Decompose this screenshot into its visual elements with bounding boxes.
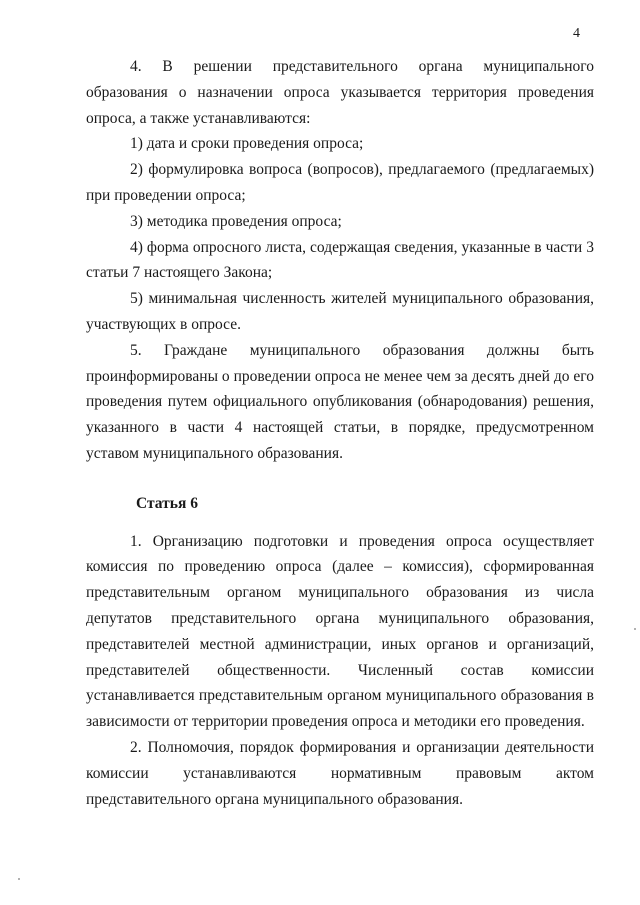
- article-6-paragraph-1: 1. Организацию подготовки и проведения опроса осуществляет комиссия по проведению опроса (далее – комиссия), сформированная представительным органом муниципального образования из числа депутатов представительного органа муниципального образования, представителей местной администрации, иных органов и организаций, представителей общественности. Численный состав комиссии устанавливается представительным органом муниципального образования в зависимости от территории проведения опроса и методики его проведения.: [86, 532, 594, 731]
- article-6-paragraph-2: 2. Полномочия, порядок формирования и организации деятельности комиссии устанавливаются нормативным правовым актом представительного органа муниципального образования.: [86, 738, 594, 808]
- list-item-4: 4) форма опросного листа, содержащая сведения, указанные в части 3 статьи 7 настоящего Закона;: [86, 238, 594, 282]
- scan-speck: [634, 628, 636, 630]
- list-item-2: 2) формулировка вопроса (вопросов), предлагаемого (предлагаемых) при проведении опроса;: [86, 161, 594, 204]
- list-item-3: 3) методика проведения опроса;: [130, 212, 342, 230]
- paragraph-5-citizens: 5. Граждане муниципального образования должны быть проинформированы о проведении опроса не менее чем за десять дней до его проведения путем официального опубликования (обнародования) решения, указанного в части 4 настоящей статьи, в порядке, предусмотренном уставом муниципального образования.: [86, 341, 594, 462]
- list-item-5: 5) минимальная численность жителей муниципального образования, участвующих в опросе.: [86, 290, 594, 333]
- list-item-1: 1) дата и сроки проведения опроса;: [130, 135, 364, 153]
- document-body: [86, 54, 594, 812]
- article-heading: Статья 6: [136, 494, 198, 512]
- paragraph-4-decision: 4. В решении представительного органа муниципального образования о назначении опроса указывается территория проведения опроса, а также устанавливаются:: [86, 58, 594, 127]
- scan-speck: [18, 878, 20, 880]
- page-number: 4: [573, 26, 580, 41]
